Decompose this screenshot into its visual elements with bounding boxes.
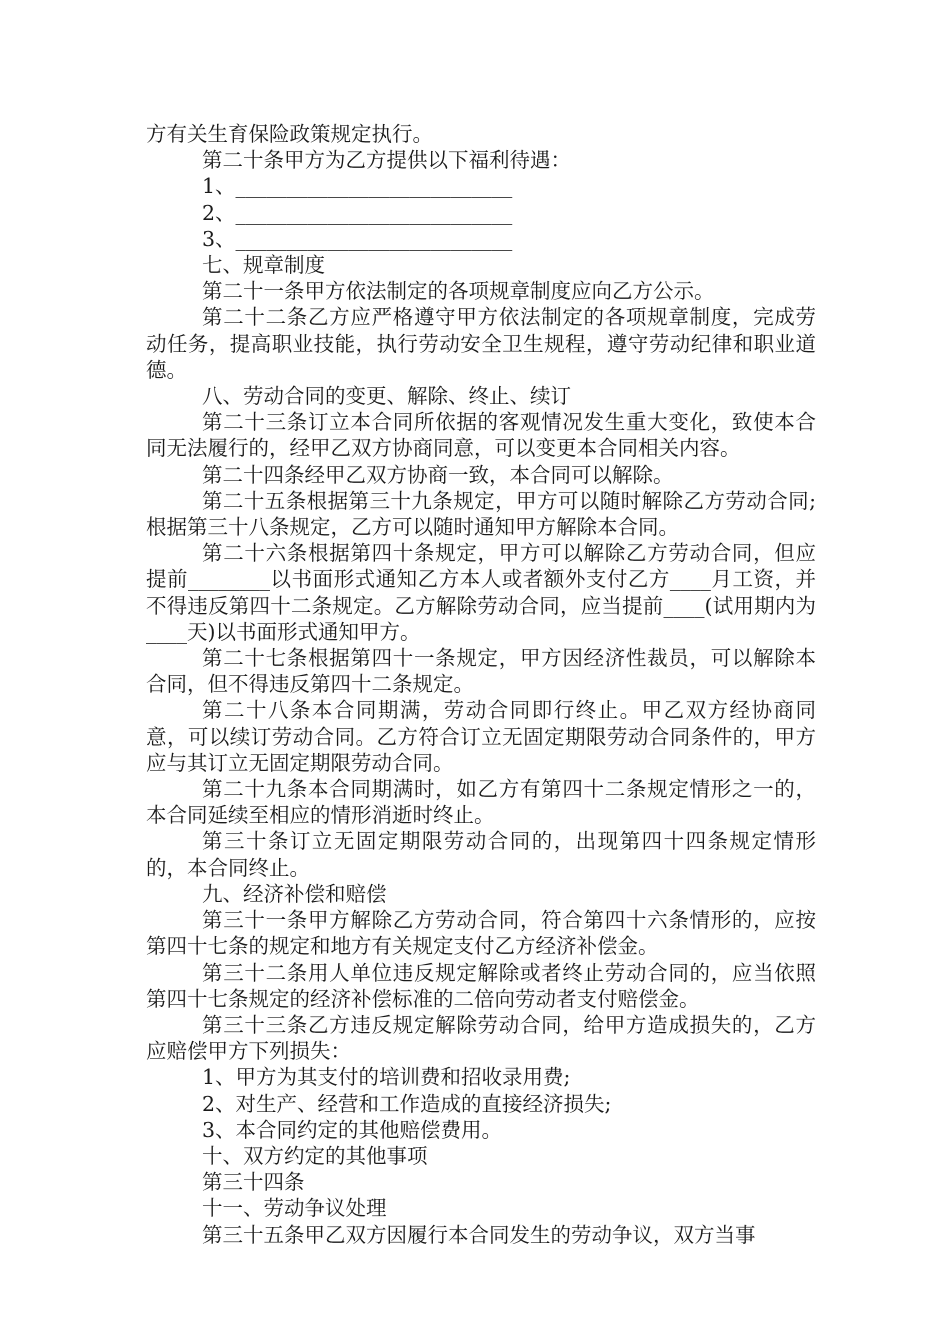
paragraph: 方有关生育保险政策规定执行。	[146, 122, 433, 146]
section-heading: 七、规章制度	[202, 253, 325, 278]
paragraph: 第二十一条甲方依法制定的各项规章制度应向乙方公示。	[202, 279, 715, 304]
paragraph: 第三十条订立无固定期限劳动合同的，出现第四十四条规定情形的，本合同终止。	[146, 829, 816, 880]
blank-line-item: 3、___________________________	[202, 226, 513, 251]
paragraph: 第二十六条根据第四十条规定，甲方可以解除乙方劳动合同，但应提前________以书面形式通知乙方本人或者额外支付乙方____月工资，并不得违反第四十二条规定。乙方解除劳动合同，应当提前____(试用期内为____天)以书面形式通知甲方。	[146, 541, 816, 644]
paragraph: 第三十二条用人单位违反规定解除或者终止劳动合同的，应当依照第四十七条规定的经济补偿标准的二倍向劳动者支付赔偿金。	[146, 960, 816, 1011]
document-body	[146, 121, 816, 1248]
paragraph: 第二十九条本合同期满时，如乙方有第四十二条规定情形之一的，本合同延续至相应的情形消逝时终止。	[146, 777, 816, 828]
list-item: 2、对生产、经营和工作造成的直接经济损失;	[202, 1091, 612, 1116]
paragraph: 第三十一条甲方解除乙方劳动合同，符合第四十六条情形的，应按第四十七条的规定和地方有关规定支付乙方经济补偿金。	[146, 908, 816, 959]
blank-line-item: 2、___________________________	[202, 200, 513, 225]
paragraph: 第二十四条经甲乙双方协商一致，本合同可以解除。	[202, 462, 674, 487]
section-heading: 十、双方约定的其他事项	[202, 1143, 428, 1168]
paragraph: 第二十二条乙方应严格遵守甲方依法制定的各项规章制度，完成劳动任务，提高职业技能，执行劳动安全卫生规程，遵守劳动纪律和职业道德。	[146, 305, 816, 382]
list-item: 1、甲方为其支付的培训费和招收录用费;	[202, 1065, 571, 1090]
paragraph: 第二十五条根据第三十九条规定，甲方可以随时解除乙方劳动合同;根据第三十八条规定，乙方可以随时通知甲方解除本合同。	[146, 488, 816, 540]
paragraph: 第三十四条	[202, 1170, 305, 1195]
paragraph: 第二十条甲方为乙方提供以下福利待遇：	[202, 148, 571, 173]
list-item: 3、本合同约定的其他赔偿费用。	[202, 1117, 503, 1142]
paragraph: 第二十三条订立本合同所依据的客观情况发生重大变化，致使本合同无法履行的，经甲乙双方协商同意，可以变更本合同相关内容。	[146, 410, 816, 461]
blank-line-item: 1、___________________________	[202, 174, 513, 199]
paragraph: 第三十五条甲乙双方因履行本合同发生的劳动争议，双方当事	[202, 1222, 756, 1247]
section-heading: 九、经济补偿和赔偿	[202, 881, 387, 906]
section-heading: 十一、劳动争议处理	[202, 1196, 387, 1221]
paragraph: 第二十八条本合同期满，劳动合同即行终止。甲乙双方经协商同意，可以续订劳动合同。乙方符合订立无固定期限劳动合同条件的，甲方应与其订立无固定期限劳动合同。	[146, 698, 816, 775]
paragraph: 第二十七条根据第四十一条规定，甲方因经济性裁员，可以解除本合同，但不得违反第四十二条规定。	[146, 646, 816, 697]
paragraph: 第三十三条乙方违反规定解除劳动合同，给甲方造成损失的，乙方应赔偿甲方下列损失：	[146, 1012, 816, 1064]
section-heading: 八、劳动合同的变更、解除、终止、续订	[202, 384, 571, 409]
